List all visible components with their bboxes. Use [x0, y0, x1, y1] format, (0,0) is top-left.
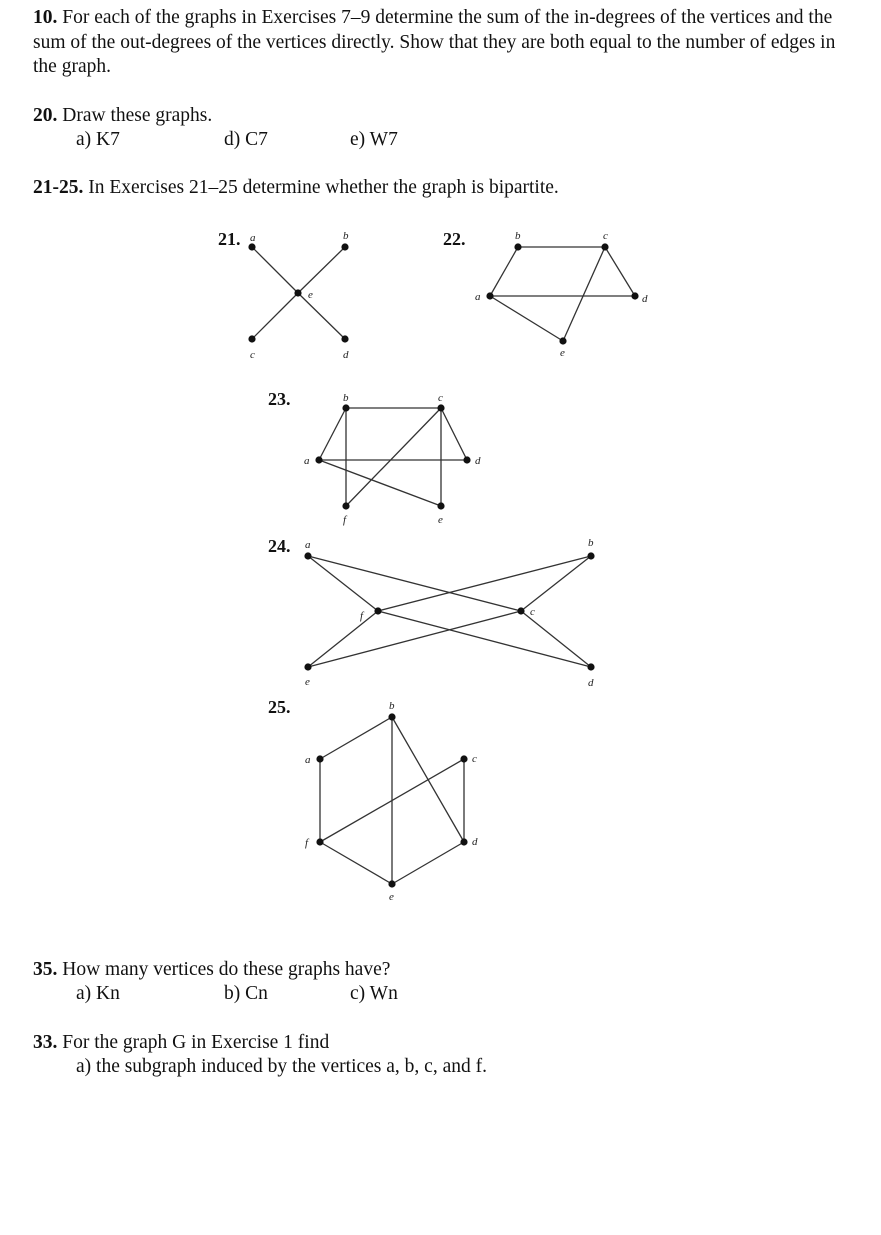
vertex-label-b: b: [515, 230, 521, 242]
edge-b-c: [521, 556, 591, 611]
edge-a-b: [320, 717, 392, 759]
graph-23-label: 23.: [268, 389, 291, 409]
vertex-label-e: e: [438, 514, 443, 526]
exercise-number: 21-25.: [33, 177, 84, 198]
edge-d-e: [392, 842, 464, 884]
edge-f-e: [320, 842, 392, 884]
vertex-c: [517, 607, 524, 614]
exercise-text: How many vertices do these graphs have?: [62, 959, 391, 980]
graph-25-label: 25.: [268, 697, 291, 717]
edge-a-c: [308, 556, 521, 611]
exercise-text: Draw these graphs.: [62, 105, 213, 126]
vertex-label-d: d: [472, 836, 478, 848]
vertex-label-c: c: [438, 392, 443, 404]
option-e: e) W7: [350, 129, 398, 150]
exercise-33: [33, 1031, 843, 1056]
vertex-d: [631, 292, 638, 299]
edge-a-e: [490, 296, 563, 341]
edge-c-d: [605, 247, 635, 296]
vertex-c: [460, 755, 467, 762]
graph-24: [304, 537, 594, 689]
edge-b-f: [378, 556, 591, 611]
graph-24-label: 24.: [268, 536, 291, 556]
vertex-label-c: c: [530, 606, 535, 618]
graph-22: [475, 230, 648, 359]
exercise-number: 20.: [33, 105, 58, 126]
vertex-label-f: f: [305, 837, 309, 849]
vertex-e: [388, 880, 395, 887]
option-a: a) K7: [76, 129, 120, 150]
exercise-text: For each of the graphs in Exercises 7–9 determine the sum of the in-degrees of the vertices and the sum of the out-degrees of the vertices directly. Show that they are both equal to the number of edges in the graph.: [33, 7, 836, 77]
vertex-label-b: b: [588, 537, 594, 549]
vertex-c: [248, 335, 255, 342]
vertex-d: [341, 335, 348, 342]
vertex-label-d: d: [475, 455, 481, 467]
edge-a-b: [319, 408, 346, 460]
vertex-a: [316, 755, 323, 762]
option-a: a) Kn: [76, 983, 120, 1004]
vertex-label-e: e: [389, 891, 394, 903]
vertex-label-d: d: [343, 349, 349, 361]
vertex-label-f: f: [343, 514, 347, 526]
vertex-c: [601, 243, 608, 250]
vertex-d: [587, 663, 594, 670]
vertex-a: [315, 456, 322, 463]
vertex-f: [316, 838, 323, 845]
vertex-label-d: d: [588, 677, 594, 689]
vertex-e: [437, 502, 444, 509]
vertex-d: [463, 456, 470, 463]
edge-c-e: [563, 247, 605, 341]
exercise-text: In Exercises 21–25 determine whether the graph is bipartite.: [88, 177, 559, 198]
edge-b-e: [298, 247, 345, 293]
edge-d-e: [298, 293, 345, 339]
edge-d-f: [378, 611, 591, 667]
graph-21-label: 21.: [218, 229, 241, 249]
exercise-35: [33, 958, 843, 983]
option-d: d) C7: [224, 129, 268, 150]
edge-a-e: [252, 247, 298, 293]
edge-c-f: [346, 408, 441, 506]
exercise-number: 35.: [33, 959, 58, 980]
edge-e-c: [308, 611, 521, 667]
vertex-label-f: f: [360, 610, 364, 622]
vertex-label-a: a: [305, 754, 311, 766]
vertex-a: [248, 243, 255, 250]
edge-a-e: [319, 460, 441, 506]
vertex-label-a: a: [304, 455, 310, 467]
vertex-e: [559, 337, 566, 344]
vertex-b: [514, 243, 521, 250]
vertex-e: [304, 663, 311, 670]
vertex-label-c: c: [603, 230, 608, 242]
vertex-label-a: a: [305, 539, 311, 551]
graph-21: [248, 230, 349, 361]
edge-c-d: [441, 408, 467, 460]
vertex-label-b: b: [389, 700, 395, 712]
vertex-a: [304, 552, 311, 559]
vertex-b: [342, 404, 349, 411]
option-c: c) Wn: [350, 983, 398, 1004]
edge-a-b: [490, 247, 518, 296]
vertex-c: [437, 404, 444, 411]
edge-c-e: [252, 293, 298, 339]
vertex-b: [587, 552, 594, 559]
vertex-label-d: d: [642, 293, 648, 305]
vertex-label-b: b: [343, 392, 349, 404]
exercise-33-part-a: a) the subgraph induced by the vertices a, b, c, and f.: [76, 1056, 487, 1077]
vertex-label-e: e: [560, 347, 565, 359]
vertex-label-e: e: [308, 289, 313, 301]
exercise-text: For the graph G in Exercise 1 find: [62, 1032, 330, 1053]
vertex-a: [486, 292, 493, 299]
vertex-f: [342, 502, 349, 509]
graph-23: [304, 392, 481, 526]
vertex-e: [294, 289, 301, 296]
vertex-label-b: b: [343, 230, 349, 242]
vertex-b: [388, 713, 395, 720]
vertex-b: [341, 243, 348, 250]
vertex-d: [460, 838, 467, 845]
vertex-f: [374, 607, 381, 614]
graph-22-label: 22.: [443, 229, 466, 249]
option-b: b) Cn: [224, 983, 268, 1004]
vertex-label-c: c: [250, 349, 255, 361]
exercise-number: 33.: [33, 1032, 58, 1053]
exercise-number: 10.: [33, 7, 58, 28]
graph-25: [305, 700, 478, 903]
edge-a-f: [308, 556, 378, 611]
vertex-label-a: a: [250, 232, 256, 244]
edge-e-f: [308, 611, 378, 667]
vertex-label-c: c: [472, 753, 477, 765]
edge-d-c: [521, 611, 591, 667]
vertex-label-e: e: [305, 676, 310, 688]
vertex-label-a: a: [475, 291, 481, 303]
